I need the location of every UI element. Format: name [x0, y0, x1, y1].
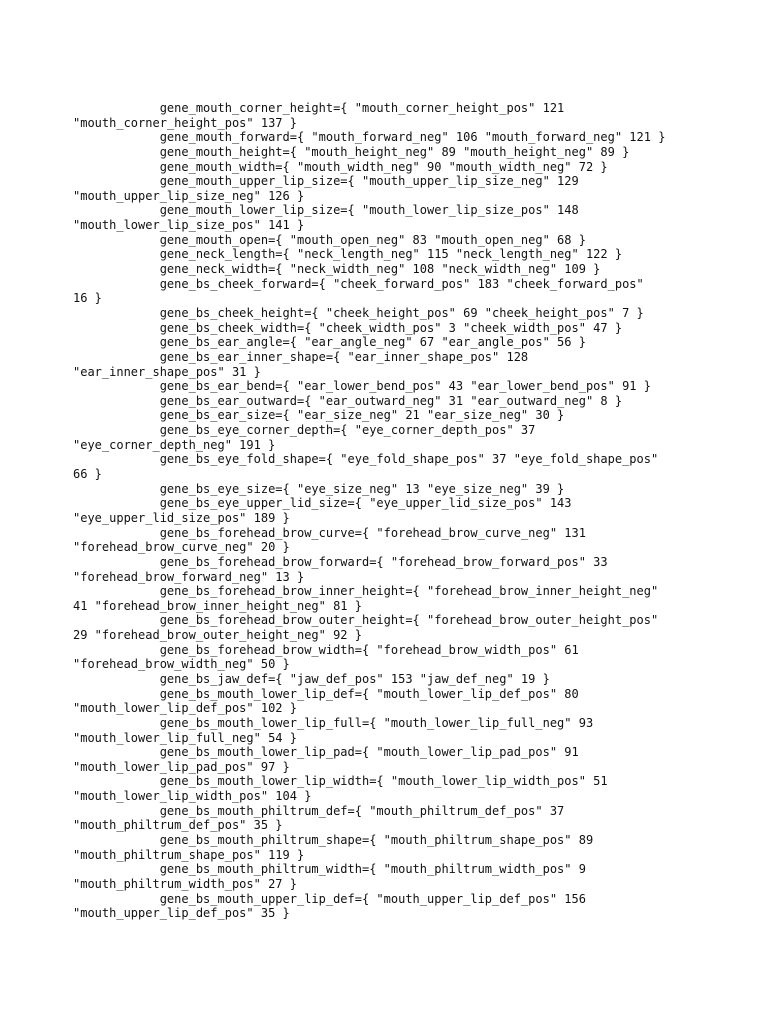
code-line: "mouth_lower_lip_width_pos" 104 } — [73, 789, 312, 804]
code-line: gene_bs_forehead_brow_width={ "forehead_brow_width_pos" 61 — [73, 642, 579, 657]
code-line: gene_neck_width={ "neck_width_neg" 108 "neck_width_neg" 109 } — [73, 262, 601, 277]
code-line: gene_bs_cheek_forward={ "cheek_forward_pos" 183 "cheek_forward_pos" — [73, 276, 644, 291]
code-line: gene_mouth_forward={ "mouth_forward_neg" 106 "mouth_forward_neg" 121 } — [73, 130, 666, 145]
code-line: "mouth_philtrum_def_pos" 35 } — [73, 818, 283, 833]
code-line: gene_mouth_width={ "mouth_width_neg" 90 "mouth_width_neg" 72 } — [73, 159, 608, 174]
code-line: gene_mouth_open={ "mouth_open_neg" 83 "mouth_open_neg" 68 } — [73, 232, 586, 247]
code-line: gene_bs_ear_angle={ "ear_angle_neg" 67 "ear_angle_pos" 56 } — [73, 335, 586, 350]
code-line: "mouth_upper_lip_def_pos" 35 } — [73, 906, 290, 921]
code-line: gene_mouth_lower_lip_size={ "mouth_lower_lip_size_pos" 148 — [73, 203, 579, 218]
code-line: "ear_inner_shape_pos" 31 } — [73, 364, 261, 379]
code-line: "mouth_corner_height_pos" 137 } — [73, 115, 297, 130]
code-line: "mouth_lower_lip_size_pos" 141 } — [73, 218, 305, 233]
code-line: gene_bs_mouth_lower_lip_pad={ "mouth_lower_lip_pad_pos" 91 — [73, 745, 579, 760]
code-line: "mouth_lower_lip_pad_pos" 97 } — [73, 759, 290, 774]
code-line: gene_bs_forehead_brow_outer_height={ "forehead_brow_outer_height_pos" — [73, 613, 659, 628]
code-line: 29 "forehead_brow_outer_height_neg" 92 } — [73, 628, 362, 643]
code-line: gene_mouth_height={ "mouth_height_neg" 89 "mouth_height_neg" 89 } — [73, 144, 630, 159]
code-line: gene_bs_mouth_lower_lip_width={ "mouth_lower_lip_width_pos" 51 — [73, 774, 608, 789]
code-line: gene_bs_forehead_brow_inner_height={ "forehead_brow_inner_height_neg" — [73, 584, 659, 599]
code-line: gene_bs_ear_bend={ "ear_lower_bend_pos" 43 "ear_lower_bend_pos" 91 } — [73, 379, 651, 394]
code-line: gene_bs_forehead_brow_curve={ "forehead_brow_curve_neg" 131 — [73, 525, 586, 540]
code-line: gene_bs_ear_inner_shape={ "ear_inner_shape_pos" 128 — [73, 349, 529, 364]
code-line: gene_mouth_corner_height={ "mouth_corner_height_pos" 121 — [73, 101, 565, 115]
code-line: gene_bs_mouth_philtrum_shape={ "mouth_philtrum_shape_pos" 89 — [73, 833, 594, 848]
code-line: 16 } — [73, 291, 102, 306]
code-line: "mouth_philtrum_shape_pos" 119 } — [73, 847, 305, 862]
code-line: gene_bs_forehead_brow_forward={ "forehead_brow_forward_pos" 33 — [73, 554, 608, 569]
code-line: "mouth_upper_lip_size_neg" 126 } — [73, 188, 305, 203]
code-line: "forehead_brow_width_neg" 50 } — [73, 657, 290, 672]
code-line: gene_bs_jaw_def={ "jaw_def_pos" 153 "jaw_def_neg" 19 } — [73, 671, 550, 686]
code-line: gene_bs_mouth_philtrum_def={ "mouth_philtrum_def_pos" 37 — [73, 803, 565, 818]
code-line: gene_bs_eye_size={ "eye_size_neg" 13 "eye_size_neg" 39 } — [73, 481, 565, 496]
code-line: gene_bs_mouth_philtrum_width={ "mouth_philtrum_width_pos" 9 — [73, 862, 586, 877]
code-line: 66 } — [73, 467, 102, 482]
code-line: gene_bs_ear_size={ "ear_size_neg" 21 "ear_size_neg" 30 } — [73, 408, 565, 423]
code-line: gene_bs_mouth_upper_lip_def={ "mouth_upper_lip_def_pos" 156 — [73, 891, 586, 906]
code-line: gene_neck_length={ "neck_length_neg" 115 "neck_length_neg" 122 } — [73, 247, 623, 262]
code-line: gene_bs_mouth_lower_lip_def={ "mouth_lower_lip_def_pos" 80 — [73, 686, 579, 701]
code-line: gene_bs_cheek_height={ "cheek_height_pos" 69 "cheek_height_pos" 7 } — [73, 305, 644, 320]
code-line: gene_mouth_upper_lip_size={ "mouth_upper_lip_size_neg" 129 — [73, 174, 579, 189]
code-line: gene_bs_eye_upper_lid_size={ "eye_upper_lid_size_pos" 143 — [73, 496, 572, 511]
code-line: "mouth_lower_lip_def_pos" 102 } — [73, 701, 297, 716]
code-line: gene_bs_mouth_lower_lip_full={ "mouth_lower_lip_full_neg" 93 — [73, 715, 594, 730]
code-line: "eye_corner_depth_neg" 191 } — [73, 437, 276, 452]
code-line: 41 "forehead_brow_inner_height_neg" 81 } — [73, 598, 362, 613]
code-line: "mouth_lower_lip_full_neg" 54 } — [73, 730, 297, 745]
code-line: gene_bs_eye_corner_depth={ "eye_corner_depth_pos" 37 — [73, 423, 536, 438]
code-line: "forehead_brow_curve_neg" 20 } — [73, 540, 290, 555]
code-line: gene_bs_cheek_width={ "cheek_width_pos" 3 "cheek_width_pos" 47 } — [73, 320, 623, 335]
code-line: "eye_upper_lid_size_pos" 189 } — [73, 510, 290, 525]
code-block — [73, 101, 753, 921]
code-line: gene_bs_eye_fold_shape={ "eye_fold_shape_pos" 37 "eye_fold_shape_pos" — [73, 452, 659, 467]
code-line: gene_bs_ear_outward={ "ear_outward_neg" 31 "ear_outward_neg" 8 } — [73, 393, 623, 408]
code-line: "forehead_brow_forward_neg" 13 } — [73, 569, 305, 584]
code-line: "mouth_philtrum_width_pos" 27 } — [73, 876, 297, 891]
